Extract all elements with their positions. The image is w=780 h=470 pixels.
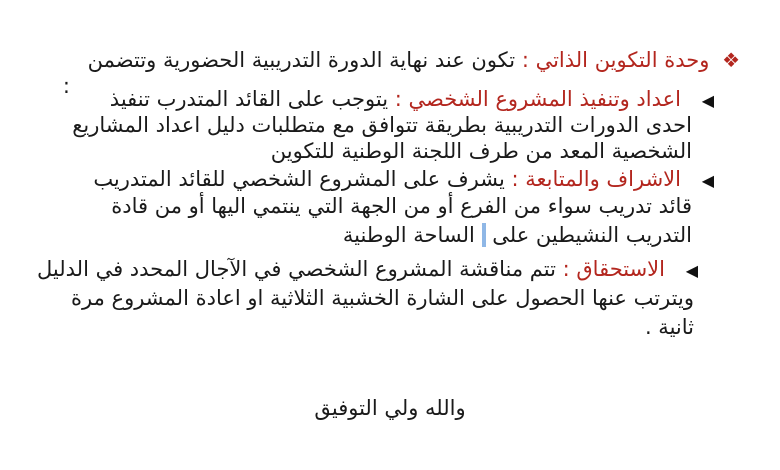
- item-1-text: يتوجب على القائد المتدرب تنفيذ: [109, 87, 389, 111]
- item-2-text: يشرف على المشروع الشخصي للقائد المتدريب: [93, 167, 505, 191]
- item-3-line-2: ويترتب عنها الحصول على الشارة الخشبية الثلاثية او اعادة المشروع مرة: [71, 286, 694, 310]
- section-title-line: [88, 47, 740, 73]
- item-3-first-line: [37, 256, 698, 284]
- item-2-line-3: التدريب النشيطين على الساحة الوطنية: [342, 223, 692, 247]
- item-1-line-3: الشخصية المعد من طرف اللجنة الوطنية للتكوين: [270, 139, 692, 163]
- closing-phrase: والله ولي التوفيق: [314, 396, 466, 420]
- item-1-first-line: [110, 86, 714, 114]
- item-3-heading: الاستحقاق :: [562, 257, 665, 281]
- section-title: وحدة التكوين الذاتي :: [521, 48, 710, 72]
- item-3-text: تتم مناقشة المشروع الشخصي في الآجال المحدد في الدليل: [37, 257, 556, 281]
- item-1-line-2: احدى الدورات التدريبية بطريقة تتوافق مع متطلبات دليل اعداد المشاريع: [72, 113, 692, 137]
- section-intro-cont: :: [62, 74, 70, 98]
- four-petal-star-icon: ❖: [722, 48, 740, 72]
- item-2-first-line: [93, 166, 714, 194]
- triangle-arrow-icon: ◀: [701, 171, 714, 190]
- item-2-heading: الاشراف والمتابعة :: [511, 167, 681, 191]
- item-1-heading: اعداد وتنفيذ المشروع الشخصي :: [394, 87, 681, 111]
- triangle-arrow-icon: ◀: [685, 261, 698, 280]
- item-3-line-3: ثانية .: [644, 315, 694, 339]
- text-cursor: [482, 223, 486, 247]
- triangle-arrow-icon: ◀: [701, 91, 714, 110]
- item-2-line-2: قائد تدريب سواء من الفرع أو من الجهة التي ينتمي اليها أو من قادة: [111, 194, 692, 218]
- section-intro: تكون عند نهاية الدورة التدريبية الحضورية وتتضمن: [87, 48, 516, 72]
